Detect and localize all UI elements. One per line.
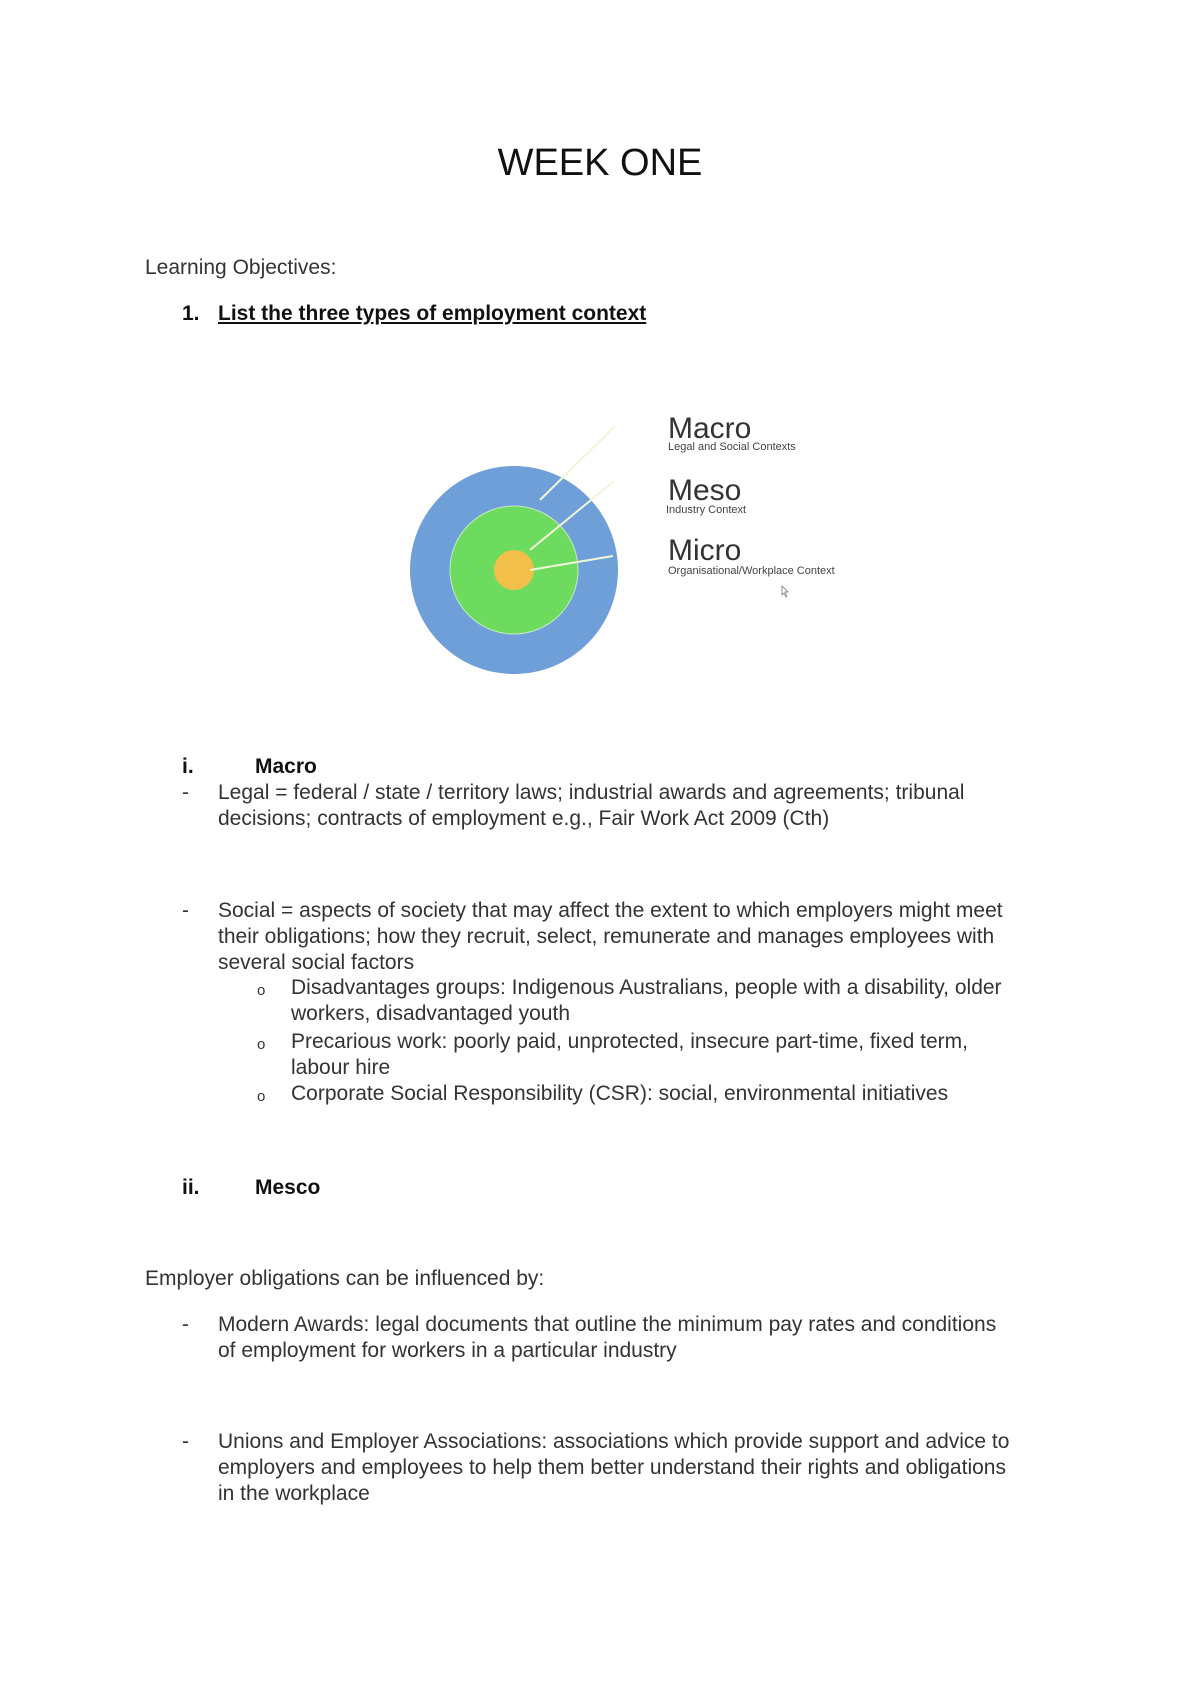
precarious-line-2: labour hire	[291, 1056, 391, 1079]
legal-line-1: Legal = federal / state / territory laws; industrial awards and agreements; tribunal	[218, 781, 965, 804]
employment-context-diagram	[400, 400, 920, 690]
awards-dash: -	[182, 1313, 189, 1336]
section-ii-heading: Mesco	[255, 1176, 321, 1199]
legal-dash: -	[182, 781, 189, 804]
awards-line-1: Modern Awards: legal documents that outline the minimum pay rates and conditions	[218, 1313, 997, 1336]
objective-number: 1.	[182, 302, 200, 325]
precarious-line-1: Precarious work: poorly paid, unprotected, insecure part-time, fixed term,	[291, 1030, 968, 1053]
sub-bullet-1: o	[257, 982, 266, 999]
macro-sublabel: Legal and Social Contexts	[668, 441, 796, 453]
section-i-heading: Macro	[255, 755, 317, 778]
sub-bullet-3: o	[257, 1088, 266, 1105]
macro-label: Macro	[668, 412, 752, 445]
social-line-3: several social factors	[218, 951, 415, 974]
page-title: WEEK ONE	[497, 142, 703, 184]
learning-objectives-label: Learning Objectives:	[145, 256, 337, 279]
section-ii-numeral: ii.	[182, 1176, 200, 1199]
micro-core	[494, 550, 534, 590]
disadvantaged-line-2: workers, disadvantaged youth	[291, 1002, 570, 1025]
csr-line: Corporate Social Responsibility (CSR): social, environmental initiatives	[291, 1082, 949, 1105]
meso-label: Meso	[668, 474, 742, 507]
unions-line-1: Unions and Employer Associations: associations which provide support and advice to	[218, 1430, 1010, 1453]
section-i-numeral: i.	[182, 755, 194, 778]
social-dash: -	[182, 899, 189, 922]
social-line-2: their obligations; how they recruit, select, remunerate and manages employees with	[218, 925, 995, 948]
sub-bullet-2: o	[257, 1036, 266, 1053]
legal-line-2: decisions; contracts of employment e.g., Fair Work Act 2009 (Cth)	[218, 807, 830, 830]
unions-line-2: employers and employees to help them better understand their rights and obligations	[218, 1456, 1006, 1479]
unions-dash: -	[182, 1430, 189, 1453]
disadvantaged-line-1: Disadvantages groups: Indigenous Australians, people with a disability, older	[291, 976, 1002, 999]
micro-sublabel: Organisational/Workplace Context	[668, 565, 835, 577]
cursor-icon	[782, 586, 788, 597]
social-line-1: Social = aspects of society that may affect the extent to which employers might meet	[218, 899, 1003, 922]
unions-line-3: in the workplace	[218, 1482, 370, 1505]
employer-intro: Employer obligations can be influenced by:	[145, 1267, 545, 1290]
objective-heading: List the three types of employment context	[218, 302, 647, 325]
meso-sublabel: Industry Context	[666, 504, 747, 516]
micro-label: Micro	[668, 534, 742, 567]
awards-line-2: of employment for workers in a particular industry	[218, 1339, 677, 1362]
